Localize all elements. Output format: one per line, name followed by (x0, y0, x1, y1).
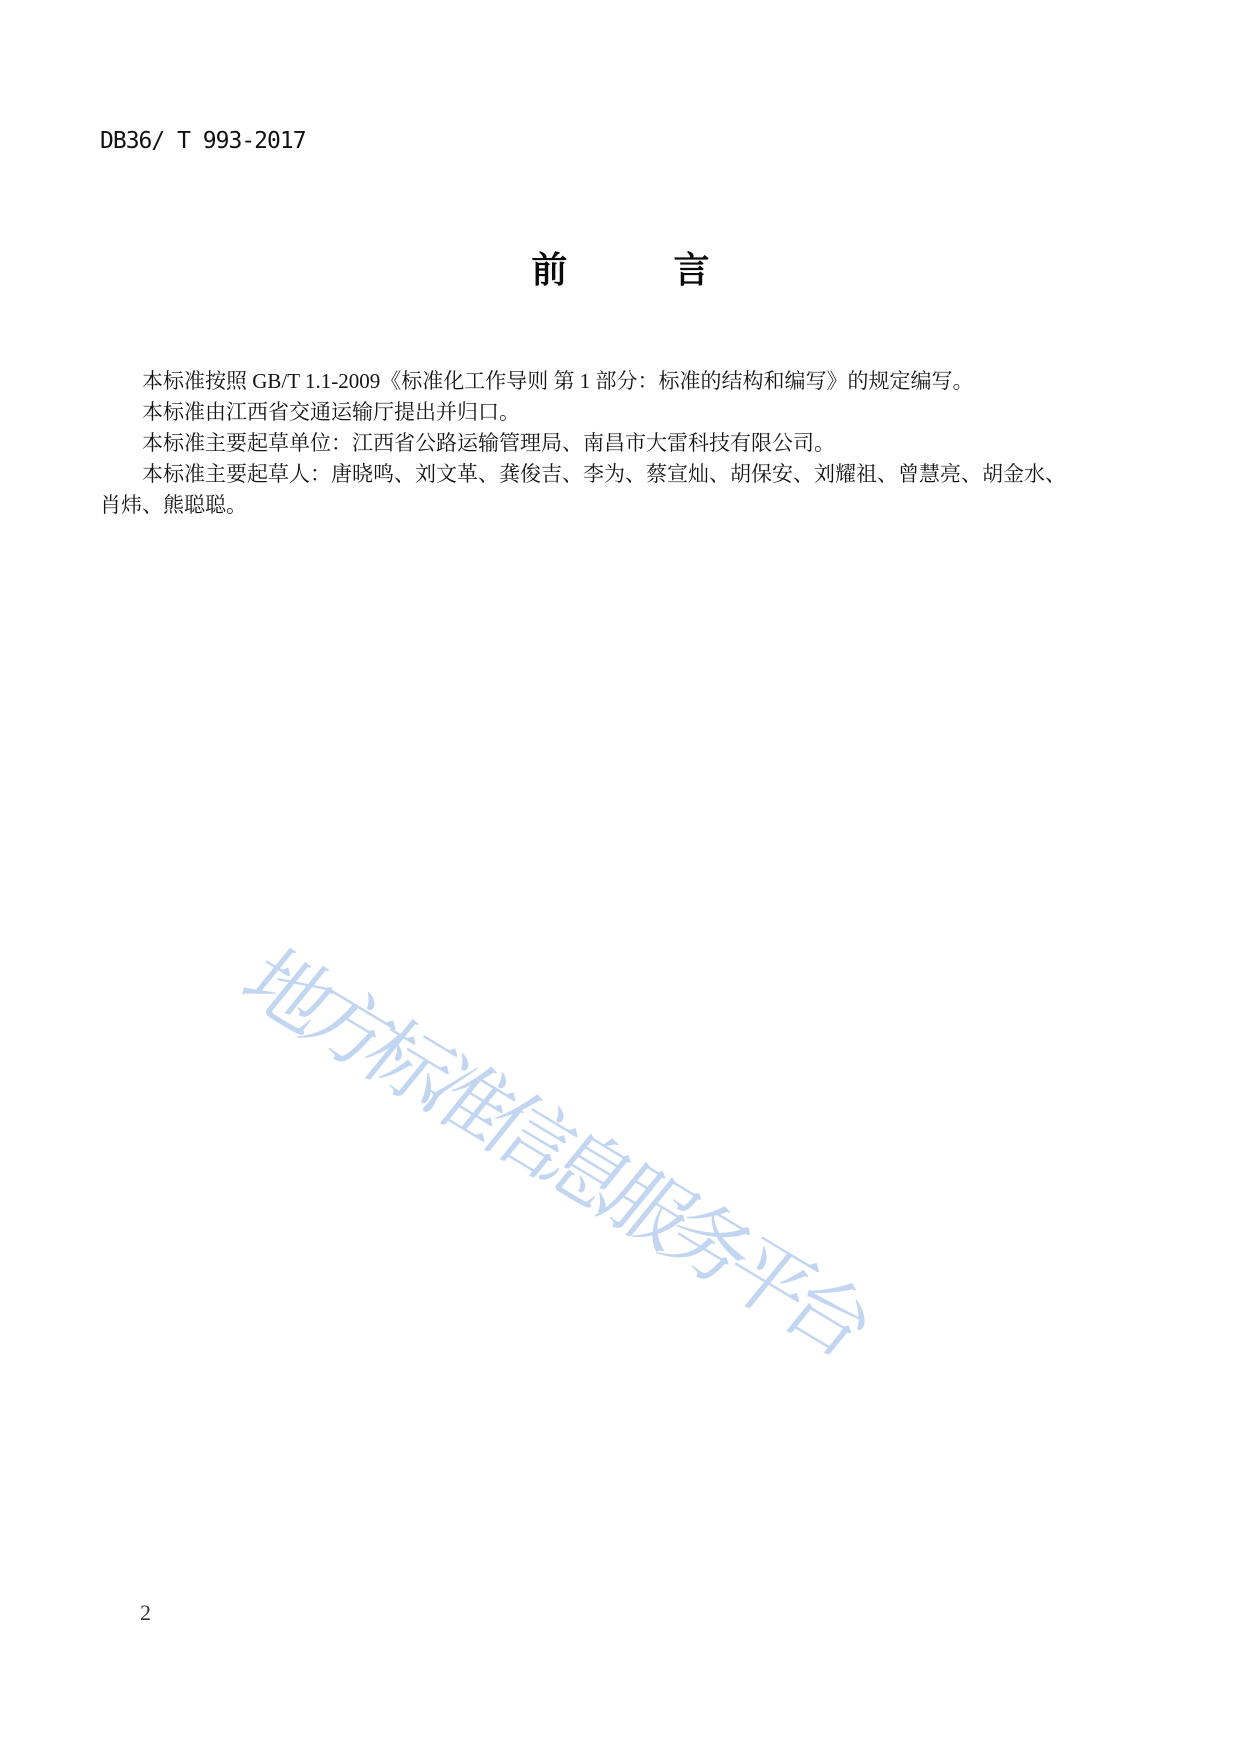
watermark-text: 地方标准信息服务平台 (223, 934, 884, 1370)
document-code: DB36/ T 993-2017 (100, 128, 306, 154)
paragraph-proposing-body: 本标准由江西省交通运输厅提出并归口。 (142, 400, 520, 424)
page-number: 2 (140, 1600, 151, 1625)
foreword-body (100, 366, 1145, 521)
paragraph-drafters-continuation: 肖炜、熊聪聪。 (100, 493, 247, 517)
paragraph-standard-basis: 本标准按照 GB/T 1.1-2009《标准化工作导则 第 1 部分：标准的结构和编写》的规定编写。 (142, 369, 974, 393)
foreword-title: 前 言 (531, 250, 710, 291)
paragraph-drafting-organizations: 本标准主要起草单位：江西省公路运输管理局、南昌市大雷科技有限公司。 (142, 431, 835, 455)
paragraph-drafters: 本标准主要起草人：唐晓鸣、刘文革、龚俊吉、李为、蔡宣灿、胡保安、刘耀祖、曾慧亮、胡金水、 (142, 462, 1066, 486)
